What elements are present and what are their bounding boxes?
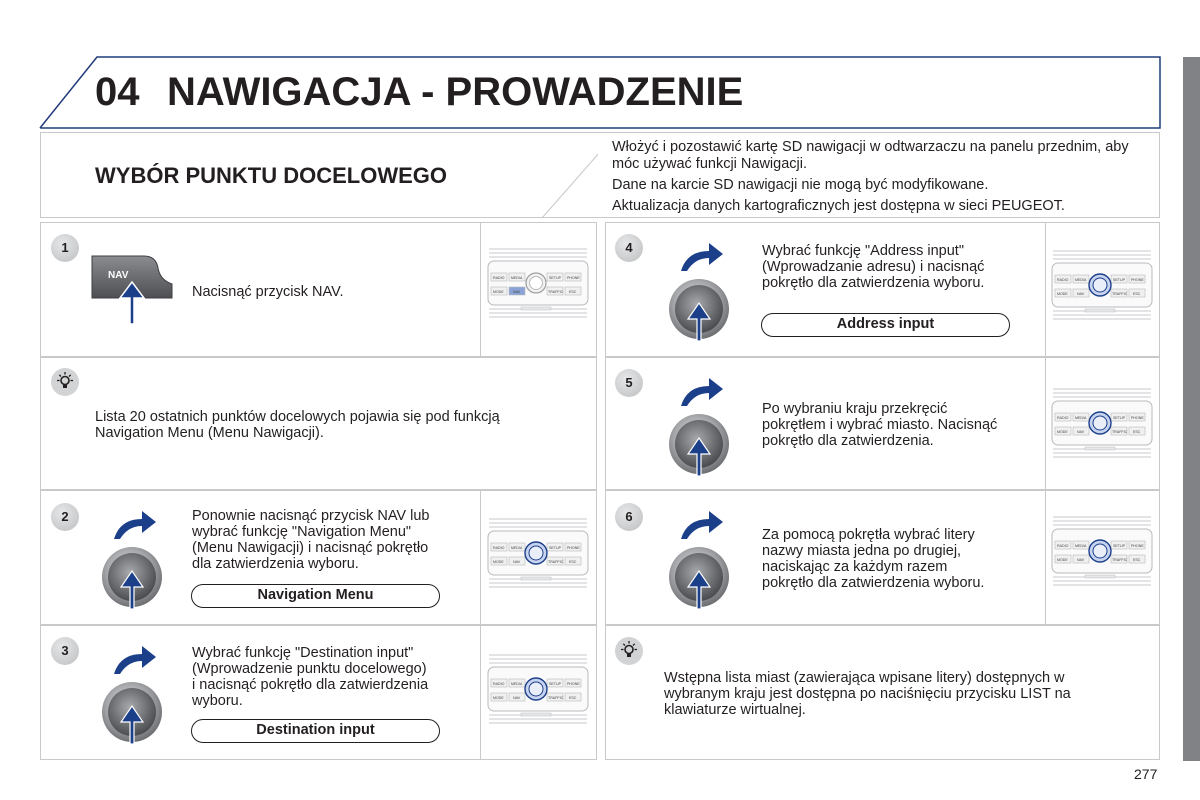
step-6-line: nazwy miasta jedna po drugiej, — [762, 543, 962, 559]
step-5-line: pokrętłem i wybrać miasto. Nacisnąć — [762, 417, 998, 433]
nav-button-illustration — [86, 250, 178, 328]
step-2-number: 2 — [51, 503, 79, 531]
address-input-button: Address input — [761, 313, 1010, 337]
radio-label: RADIO — [493, 682, 505, 686]
radio-faceplate-illustration — [1049, 511, 1155, 591]
nav-button-label: NAV — [108, 270, 129, 281]
step-3-line: (Wprowadzenie punktu docelowego) — [192, 661, 427, 677]
radio-faceplate-illustration — [485, 649, 591, 729]
radio-label: RADIO — [493, 276, 505, 280]
phone-label: PHONE — [1131, 544, 1144, 548]
setup-label: SETUP — [1113, 544, 1125, 548]
step-1-number: 1 — [51, 234, 79, 262]
rotary-knob-press-illustration — [667, 505, 735, 610]
radio-faceplate-illustration — [485, 513, 591, 593]
mode-label: MODE — [493, 290, 504, 294]
radio-label: RADIO — [1057, 544, 1069, 548]
traffic-label: TRAFFIC — [548, 290, 564, 294]
step-5-text — [762, 401, 997, 449]
esc-label: ESC — [1133, 430, 1141, 434]
esc-label: ESC — [569, 560, 577, 564]
tip-1-line: Navigation Menu (Menu Nawigacji). — [95, 425, 324, 441]
tip-2-line: Wstępna lista miast (zawierająca wpisane litery) dostępnych w — [664, 670, 1065, 686]
radio-faceplate-illustration — [1049, 245, 1155, 325]
intro-text — [612, 139, 1147, 215]
mode-label: MODE — [1057, 292, 1068, 296]
mode-label: MODE — [1057, 430, 1068, 434]
rotary-knob-press-illustration — [100, 505, 168, 610]
phone-label: PHONE — [567, 276, 580, 280]
esc-label: ESC — [569, 290, 577, 294]
setup-label: SETUP — [1113, 278, 1125, 282]
mode-label: MODE — [493, 560, 504, 564]
step-1-line: Nacisnąć przycisk NAV. — [192, 284, 344, 300]
step-1-text — [192, 284, 344, 300]
step-3-line: i nacisnąć pokrętło dla zatwierdzenia — [192, 677, 429, 693]
nav-label: NAV — [1077, 292, 1085, 296]
section-title-notch — [530, 132, 602, 220]
section-title: WYBÓR PUNKTU DOCELOWEGO — [95, 163, 447, 188]
nav-label: NAV — [1077, 558, 1085, 562]
radio-faceplate-illustration — [1049, 383, 1155, 463]
step-4-line: pokrętło dla zatwierdzenia wyboru. — [762, 275, 985, 291]
media-label: MEDIA — [511, 682, 523, 686]
phone-label: PHONE — [567, 546, 580, 550]
chapter-number: 04 — [95, 70, 140, 114]
media-label: MEDIA — [1075, 544, 1087, 548]
tip-1-text — [95, 409, 500, 441]
traffic-label: TRAFFIC — [548, 696, 564, 700]
step-4-line: (Wprowadzanie adresu) i nacisnąć — [762, 259, 985, 275]
step-2-line: (Menu Nawigacji) i nacisnąć pokrętło — [192, 540, 429, 556]
rotary-knob-press-illustration — [667, 237, 735, 342]
destination-input-button: Destination input — [191, 719, 440, 743]
tip-2-text — [664, 670, 1071, 718]
page-number: 277 — [1134, 766, 1158, 782]
rotary-knob-press-illustration — [100, 640, 168, 745]
traffic-label: TRAFFIC — [1112, 430, 1128, 434]
phone-label: PHONE — [1131, 416, 1144, 420]
lightbulb-icon — [615, 637, 643, 665]
rotary-knob-press-illustration — [667, 372, 735, 477]
page-title: NAWIGACJA - PROWADZENIE — [167, 70, 744, 114]
step-2-line: wybrać funkcję "Navigation Menu" — [192, 524, 412, 540]
step-5-line: Po wybraniu kraju przekręcić — [762, 401, 948, 417]
intro-paragraph-3: Aktualizacja danych kartograficznych jest dostępna w sieci PEUGEOT. — [612, 198, 1065, 214]
setup-label: SETUP — [549, 546, 561, 550]
media-label: MEDIA — [511, 276, 523, 280]
esc-label: ESC — [1133, 558, 1141, 562]
tip-2-line: wybranym kraju jest dostępna po naciśnięciu przycisku LIST na — [664, 686, 1071, 702]
esc-label: ESC — [1133, 292, 1141, 296]
step-3-line: wyboru. — [192, 693, 243, 709]
tip-2-line: klawiaturze wirtualnej. — [664, 702, 806, 718]
radio-label: RADIO — [493, 546, 505, 550]
traffic-label: TRAFFIC — [1112, 558, 1128, 562]
phone-label: PHONE — [1131, 278, 1144, 282]
setup-label: SETUP — [1113, 416, 1125, 420]
step-5-number: 5 — [615, 369, 643, 397]
mode-label: MODE — [1057, 558, 1068, 562]
step-2-line: Ponownie nacisnąć przycisk NAV lub — [192, 508, 430, 524]
radio-label: RADIO — [1057, 278, 1069, 282]
step-3-line: Wybrać funkcję "Destination input" — [192, 645, 414, 661]
media-label: MEDIA — [1075, 416, 1087, 420]
tip-1-line: Lista 20 ostatnich punktów docelowych pojawia się pod funkcją — [95, 409, 500, 425]
nav-label: NAV — [513, 290, 521, 294]
step-6-line: naciskając za każdym razem — [762, 559, 948, 575]
step-3-number: 3 — [51, 637, 79, 665]
step-6-line: pokrętło dla zatwierdzenia wyboru. — [762, 575, 985, 591]
setup-label: SETUP — [549, 682, 561, 686]
mode-label: MODE — [493, 696, 504, 700]
lightbulb-icon — [51, 368, 79, 396]
sidebar-tab — [1183, 57, 1200, 761]
traffic-label: TRAFFIC — [1112, 292, 1128, 296]
radio-faceplate-illustration — [485, 243, 591, 323]
intro-paragraph-1: Włożyć i pozostawić kartę SD nawigacji w odtwarzaczu na panelu przednim, aby móc używać funkcji Nawigacji. — [612, 139, 1129, 172]
intro-paragraph-2: Dane na karcie SD nawigacji nie mogą być modyfikowane. — [612, 177, 989, 193]
nav-label: NAV — [513, 696, 521, 700]
media-label: MEDIA — [511, 546, 523, 550]
step-6-text — [762, 527, 984, 591]
step-4-number: 4 — [615, 234, 643, 262]
step-3-text — [192, 645, 428, 709]
step-4-line: Wybrać funkcję "Address input" — [762, 243, 964, 259]
setup-label: SETUP — [549, 276, 561, 280]
media-label: MEDIA — [1075, 278, 1087, 282]
step-6-number: 6 — [615, 503, 643, 531]
step-2-line: dla zatwierdzenia wyboru. — [192, 556, 359, 572]
nav-label: NAV — [513, 560, 521, 564]
traffic-label: TRAFFIC — [548, 560, 564, 564]
step-5-line: pokrętło dla zatwierdzenia. — [762, 433, 934, 449]
step-4-text — [762, 243, 984, 291]
navigation-menu-button: Navigation Menu — [191, 584, 440, 608]
nav-label: NAV — [1077, 430, 1085, 434]
step-2-text — [192, 508, 429, 572]
radio-label: RADIO — [1057, 416, 1069, 420]
esc-label: ESC — [569, 696, 577, 700]
phone-label: PHONE — [567, 682, 580, 686]
step-6-line: Za pomocą pokrętła wybrać litery — [762, 527, 975, 543]
